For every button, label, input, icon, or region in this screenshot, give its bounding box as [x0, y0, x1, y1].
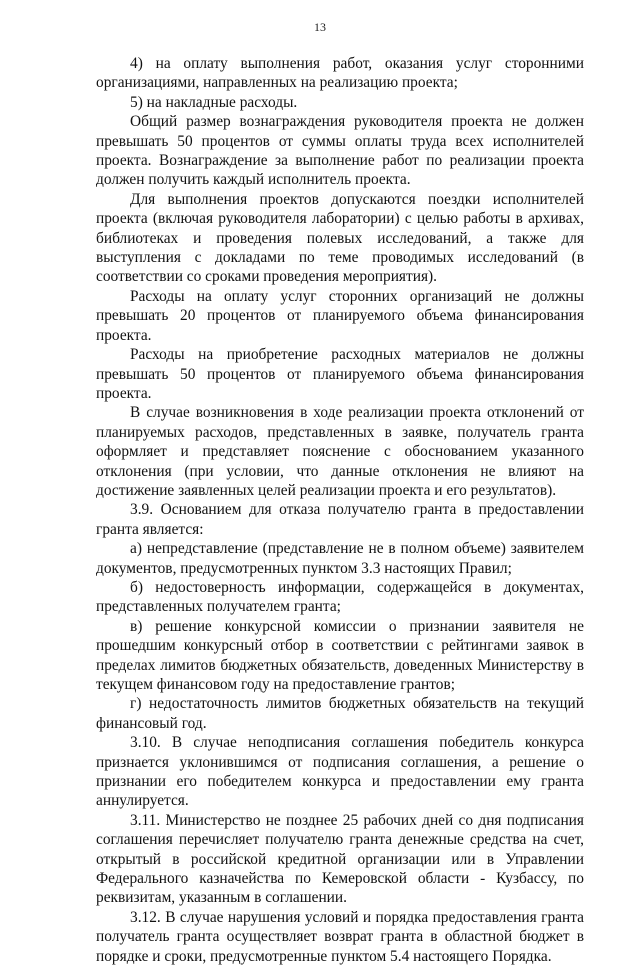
- paragraph-3-10: 3.10. В случае неподписания соглашения победитель конкурса признается уклонившимся от подписания соглашения, а решение о признании его победителем конкурса и предоставлении ему гранта аннулируется.: [96, 734, 584, 810]
- paragraph-consumables: Расходы на приобретение расходных материалов не должны превышать 50 процентов от планируемого объема финансирования проекта.: [96, 346, 584, 402]
- paragraph-deviations: В случае возникновения в ходе реализации проекта отклонений от планируемых расходов, представленных в заявке, получатель гранта оформляет и представляет пояснение с обоснованием указанного отклонения (при условии, что данные отклонения не влияют на достижение заявленных целей реализации проекта и его результатов).: [96, 404, 584, 499]
- paragraph-3-9-v: в) решение конкурсной комиссии о признании заявителя не прошедшим конкурсный отбор в соответствии с рейтингами заявок в пределах лимитов бюджетных обязательств, доведенных Министерству в текущем финансовом году на предоставление грантов;: [96, 617, 584, 693]
- paragraph-travel: Для выполнения проектов допускаются поездки исполнителей проекта (включая руководителя лаборатории) с целью работы в архивах, библиотеках и проведения полевых исследований, а также для выступления с докладами по теме проводимых исследований (в соответствии со сроками проведения мероприятия).: [96, 190, 584, 286]
- paragraph-3-9-a: а) непредставление (представление не в полном объеме) заявителем документов, предусмотренных пунктом 3.3 настоящих Правил;: [96, 540, 584, 577]
- page-number: 13: [314, 20, 326, 34]
- paragraph-third-party-services: Расходы на оплату услуг сторонних организаций не должны превышать 20 процентов от планируемого объема финансирования проекта.: [96, 287, 584, 344]
- paragraph-item-5: 5) на накладные расходы.: [130, 93, 298, 111]
- paragraph-item-4: 4) на оплату выполнения работ, оказания услуг сторонними организациями, направленных на реализацию проекта;: [96, 55, 584, 92]
- paragraph-director-remuneration: Общий размер вознаграждения руководителя проекта не должен превышать 50 процентов от суммы оплаты труда всех исполнителей проекта. Вознаграждение за выполнение работ по реализации проекта должен получить каждый исполнитель проекта.: [96, 113, 584, 189]
- paragraph-3-9-b: б) недостоверность информации, содержащейся в документах, представленных получателем гранта;: [96, 578, 584, 616]
- paragraph-3-12: 3.12. В случае нарушения условий и порядка предоставления гранта получатель гранта осуществляет возврат гранта в областной бюджет в порядке и сроки, предусмотренные пунктом 5.4 настоящего Порядка.: [96, 908, 584, 965]
- paragraph-3-9-g: г) недостаточность лимитов бюджетных обязательств на текущий финансовый год.: [96, 695, 584, 732]
- paragraph-3-9: 3.9. Основанием для отказа получателю гранта в предоставлении гранта является:: [96, 501, 584, 538]
- paragraph-3-11: 3.11. Министерство не позднее 25 рабочих дней со дня подписания соглашения перечисляет получателю гранта денежные средства на счет, открытый в российской кредитной организации или в Управлении Федерального казначейства по Кемеровской области - Кузбассу, по реквизитам, указанным в соглашении.: [96, 811, 584, 907]
- document-body: [96, 54, 584, 966]
